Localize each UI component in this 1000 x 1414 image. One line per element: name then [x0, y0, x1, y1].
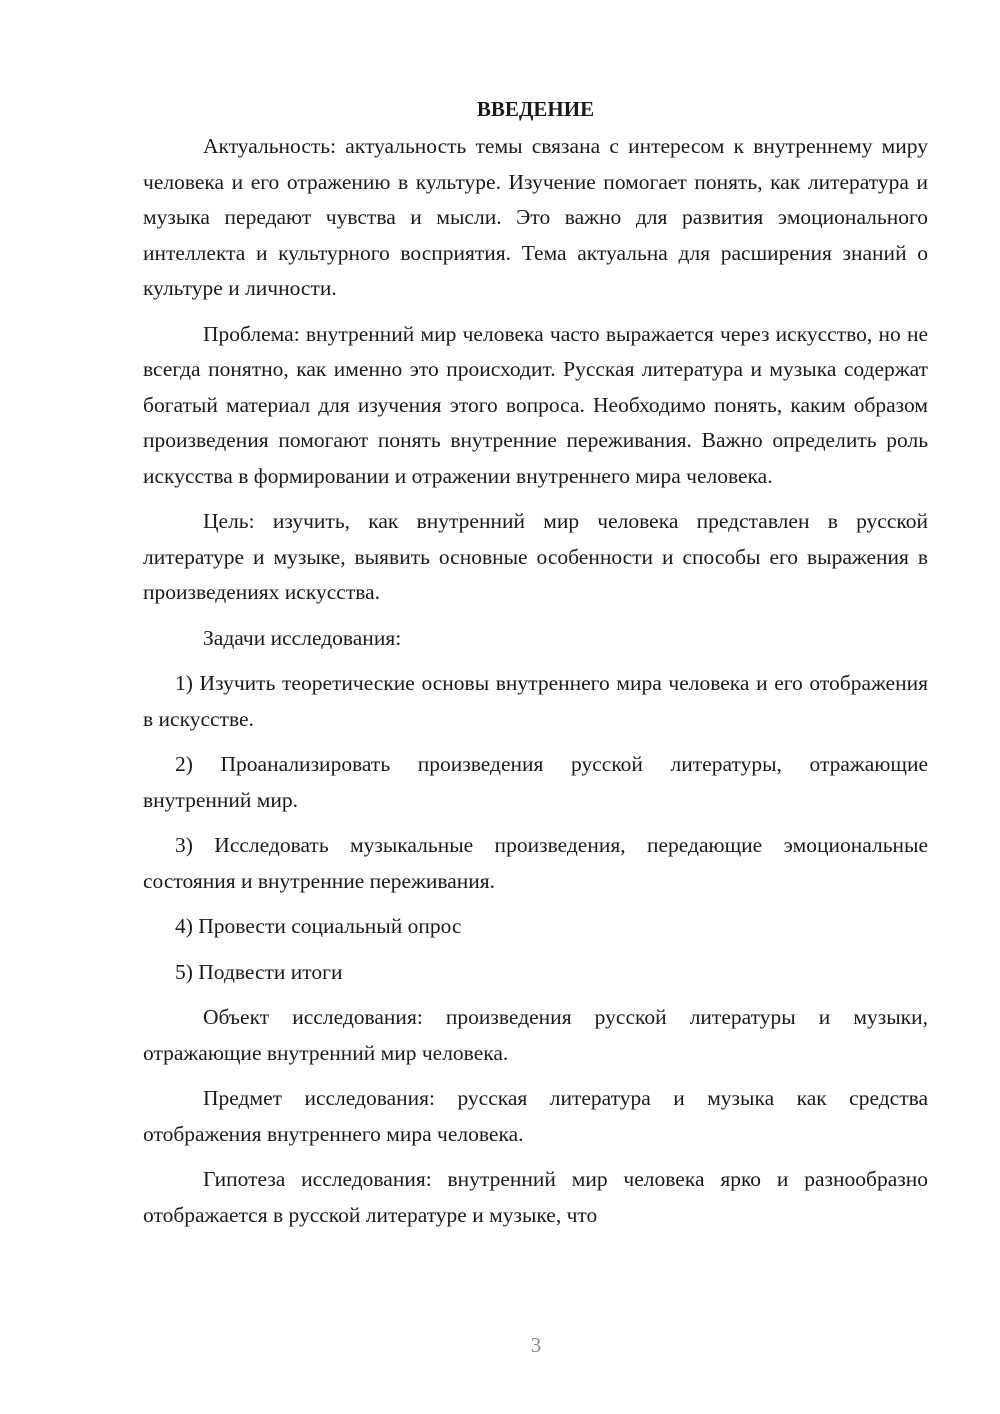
- paragraph-tasks-heading: Задачи исследования:: [203, 625, 402, 650]
- paragraph-problem: Проблема: внутренний мир человека часто выражается через искусство, но не всегда понятно, как именно это происходит. Русская литература и музыка содержат богатый материал для изучения этого вопроса. Необходимо понять, каким образом произведения помогают понять внутренние переживания. Важно определить роль искусства в формировании и отражении внутреннего мира человека.: [143, 321, 928, 488]
- page-number: 3: [530, 1333, 542, 1357]
- paragraph-hypothesis: Гипотеза исследования: внутренний мир человека ярко и разнообразно отображается в русской литературе и музыке, что: [143, 1167, 928, 1227]
- task-item-3: 3) Исследовать музыкальные произведения, передающие эмоциональные состояния и внутренние переживания.: [143, 833, 928, 893]
- page-title: ВВЕДЕНИЕ: [476, 97, 595, 121]
- task-item-2: 2) Проанализировать произведения русской литературы, отражающие внутренний мир.: [143, 752, 928, 812]
- paragraph-object: Объект исследования: произведения русской литературы и музыки, отражающие внутренний мир человека.: [143, 1005, 928, 1065]
- task-item-5: 5) Подвести итоги: [175, 959, 343, 984]
- document-page: [143, 92, 928, 1243]
- paragraph-subject: Предмет исследования: русская литература и музыка как средства отображения внутреннего мира человека.: [143, 1086, 928, 1146]
- task-item-1: 1) Изучить теоретические основы внутреннего мира человека и его отображения в искусстве.: [143, 671, 928, 731]
- paragraph-relevance: Актуальность: актуальность темы связана с интересом к внутреннему миру человека и его отражению в культуре. Изучение помогает понять, как литература и музыка передают чувства и мысли. Это важно для развития эмоционального интеллекта и культурного восприятия. Тема актуальна для расширения знаний о культуре и личности.: [143, 134, 928, 300]
- task-item-4: 4) Провести социальный опрос: [175, 914, 462, 938]
- paragraph-goal: Цель: изучить, как внутренний мир человека представлен в русской литературе и музыке, выявить основные особенности и способы его выражения в произведениях искусства.: [143, 509, 928, 604]
